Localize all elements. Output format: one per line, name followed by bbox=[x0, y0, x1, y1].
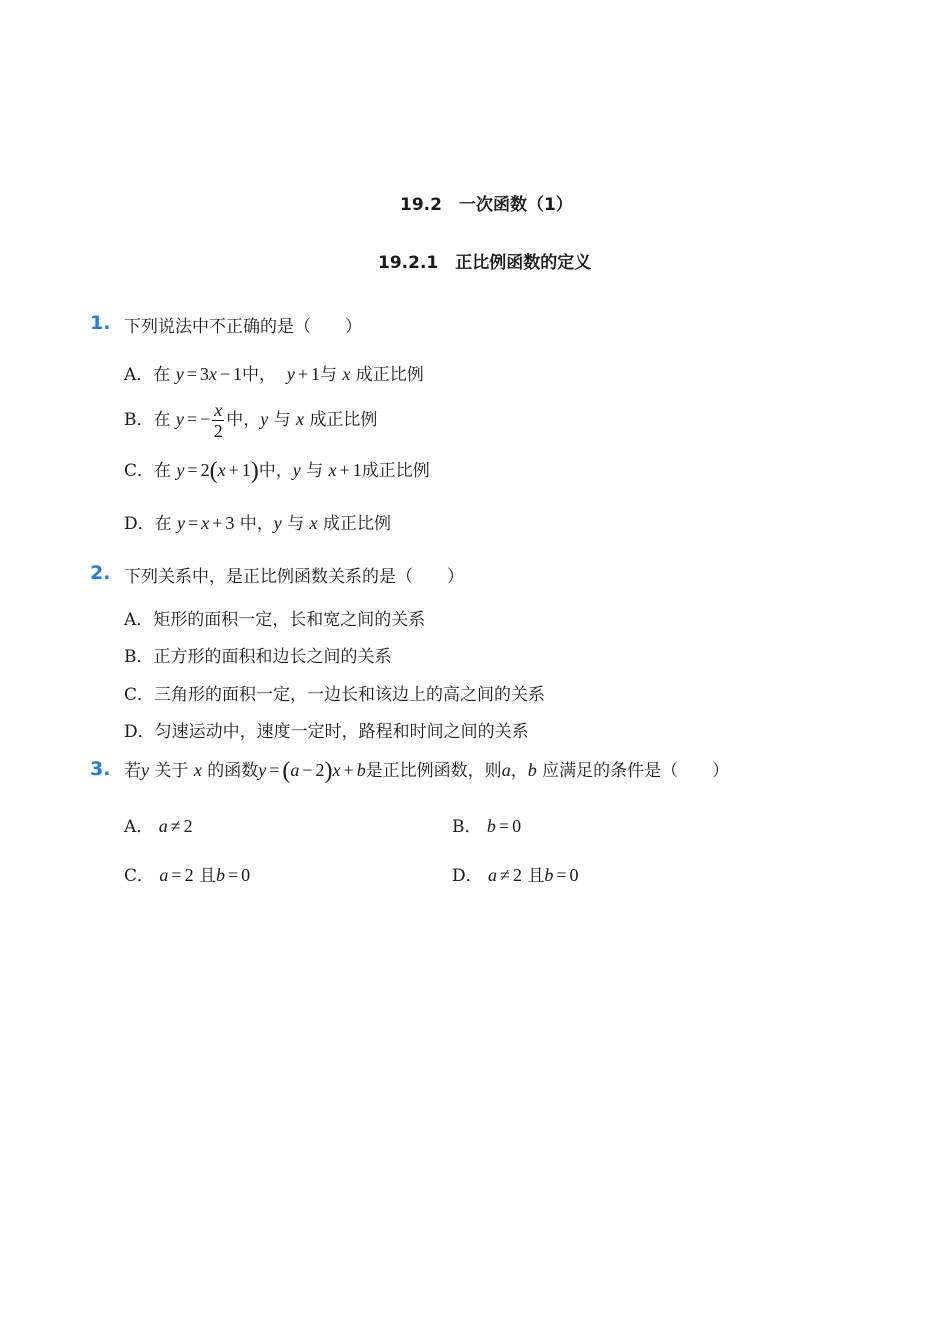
question-text: ， bbox=[510, 761, 528, 781]
question-text: 的函数 bbox=[207, 761, 259, 781]
option-label: B． bbox=[452, 817, 482, 837]
option-text: 与 bbox=[273, 410, 291, 430]
option-text: 在 bbox=[154, 514, 172, 534]
q2-option-a: A．矩形的面积一定，长和宽之间的关系 bbox=[124, 610, 426, 630]
option-label: A． bbox=[124, 817, 154, 837]
option-text: 在 bbox=[153, 410, 171, 430]
q3-option-a: A． a ≠ 2 bbox=[124, 816, 193, 837]
question-3-number: 3. bbox=[90, 758, 111, 780]
option-label: D． bbox=[124, 514, 155, 534]
q2-option-b: B．正方形的面积和边长之间的关系 bbox=[124, 647, 392, 667]
q3-option-d: D． a ≠ 2 且b = 0 bbox=[452, 865, 579, 886]
option-text: 成正比例 bbox=[322, 514, 391, 534]
question-3-text: 若y 关于 x 的函数y = (a − 2)x + b是正比例函数，则a，b 应满足的条件是（ ） bbox=[124, 758, 730, 784]
q1-option-b: B．在 y = − $\frac{x}{2}$ 中，y 与 x 成正比例 bbox=[124, 400, 378, 441]
q1-option-d: D．在 y = x + 3 中，y 与 x 成正比例 bbox=[124, 513, 391, 534]
option-text: 与 bbox=[306, 461, 324, 481]
q2-option-c: C．三角形的面积一定，一边长和该边上的高之间的关系 bbox=[124, 685, 546, 705]
question-text: 应满足的条件是（ ） bbox=[542, 761, 730, 781]
q3-option-c: C． a = 2 且b = 0 bbox=[124, 865, 251, 886]
question-2-text: 下列关系中，是正比例函数关系的是（ ） bbox=[124, 567, 464, 587]
subsection-title: 19.2.1 正比例函数的定义 bbox=[378, 253, 592, 273]
question-text: 关于 bbox=[154, 761, 189, 781]
question-1-text: 下列说法中不正确的是（ ） bbox=[124, 317, 362, 337]
option-text: 成正比例 bbox=[309, 410, 378, 430]
question-text: 是正比例函数，则 bbox=[365, 761, 502, 781]
option-text: 中， bbox=[226, 410, 261, 430]
question-2-number: 2. bbox=[90, 562, 111, 584]
option-text: 成正比例 bbox=[355, 365, 424, 385]
option-text: 且 bbox=[198, 866, 216, 886]
option-label: A． bbox=[124, 365, 154, 385]
section-title: 19.2 一次函数（1） bbox=[400, 195, 573, 215]
option-text: 在 bbox=[153, 365, 171, 385]
question-1-number: 1. bbox=[90, 312, 111, 334]
q1-option-c: C．在 y = 2(x + 1)中，y 与 x + 1成正比例 bbox=[124, 458, 430, 484]
option-label: D． bbox=[452, 866, 483, 886]
option-label: C． bbox=[124, 461, 155, 481]
option-text: 与 bbox=[319, 365, 337, 385]
option-text: 中， bbox=[258, 461, 293, 481]
fraction: $\frac{x}{2}$ bbox=[213, 400, 223, 441]
option-label: C． bbox=[124, 866, 155, 886]
option-text: 中， bbox=[239, 514, 274, 534]
option-text: 且 bbox=[527, 866, 545, 886]
q3-option-b: B． b = 0 bbox=[452, 816, 522, 837]
option-text: 成正比例 bbox=[361, 461, 430, 481]
option-text: 中， bbox=[242, 365, 276, 385]
option-text: 与 bbox=[287, 514, 305, 534]
option-label: B． bbox=[124, 410, 154, 430]
option-text: 在 bbox=[154, 461, 172, 481]
q2-option-d: D．匀速运动中，速度一定时，路程和时间之间的关系 bbox=[124, 722, 529, 742]
question-text: 若 bbox=[124, 761, 141, 781]
q1-option-a: A．在 y = 3x − 1中， y + 1与 x 成正比例 bbox=[124, 364, 424, 385]
